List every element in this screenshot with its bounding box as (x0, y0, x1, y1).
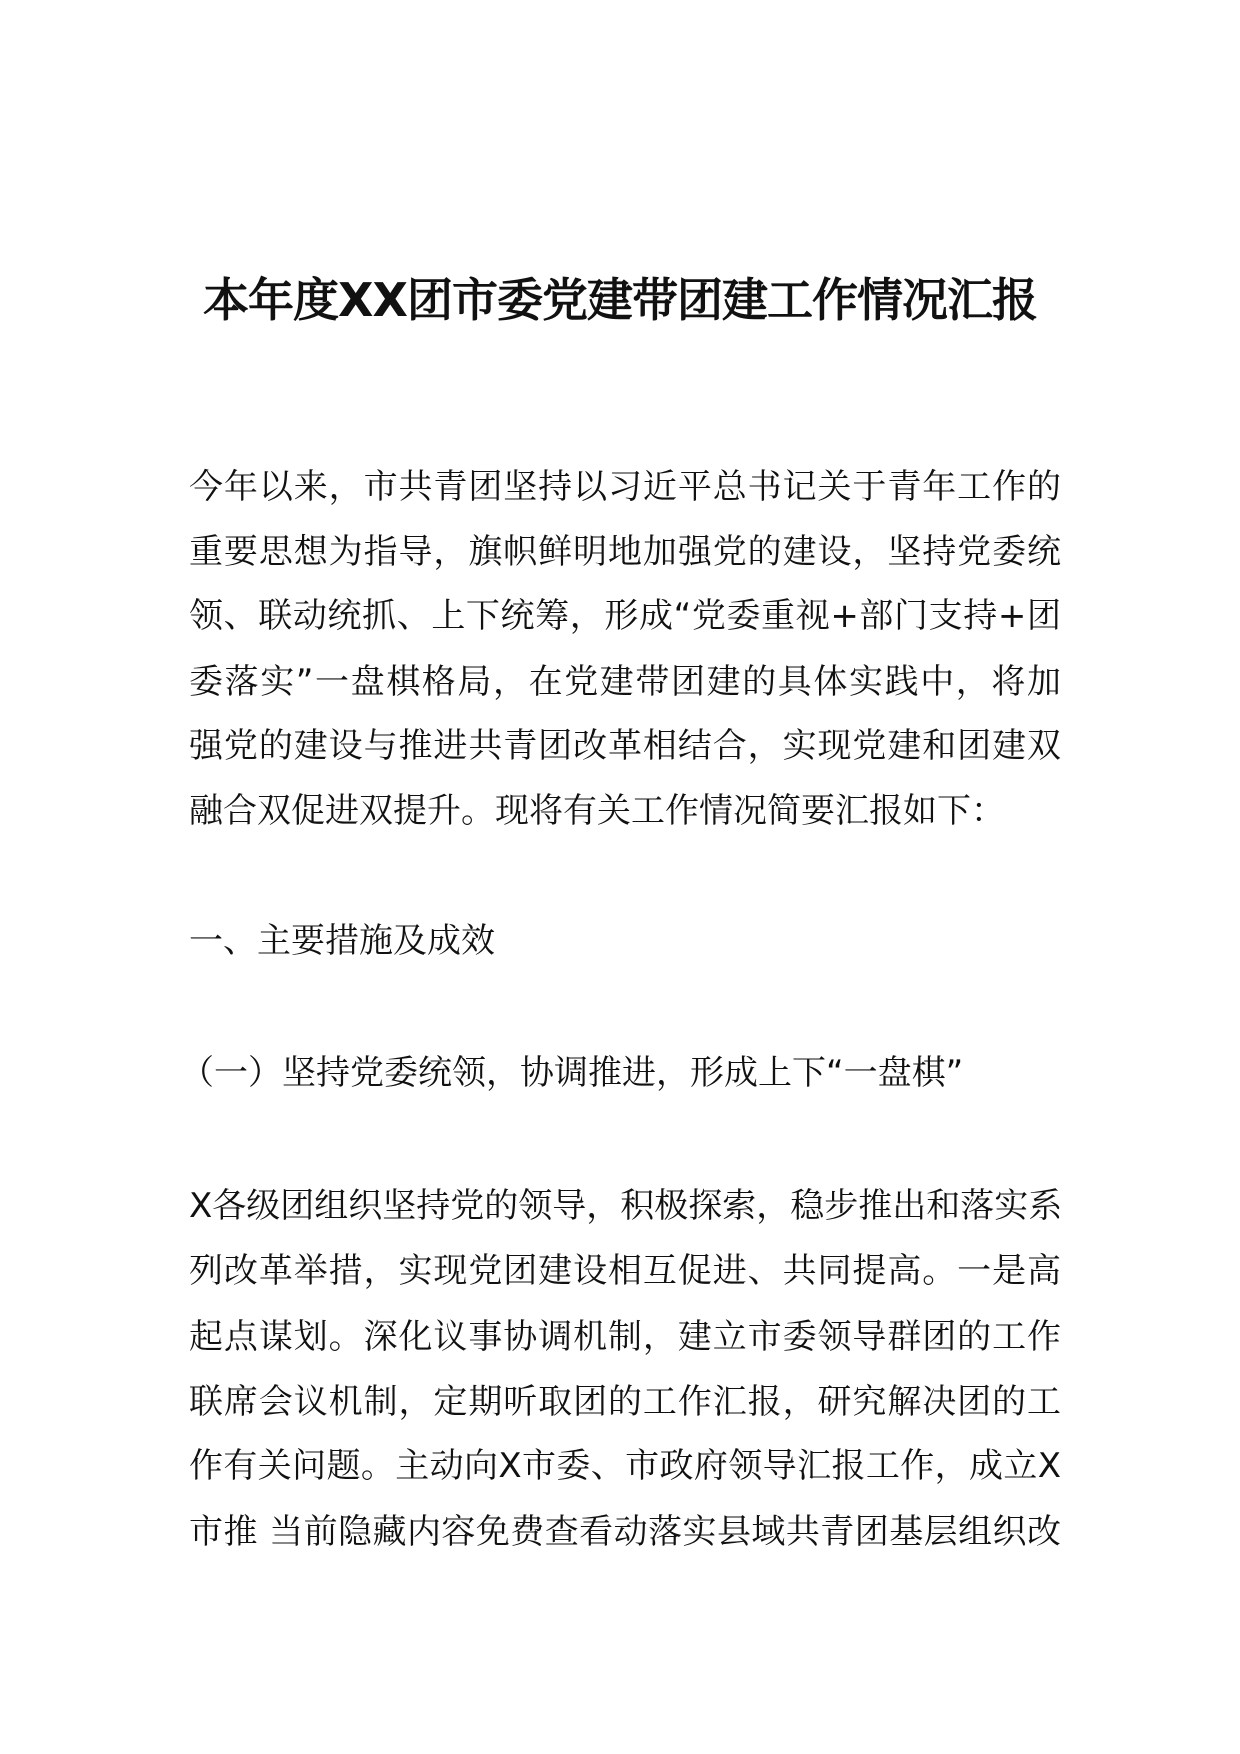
paragraph-line: 列改革举措，实现党团建设相互促进、共同提高。一是高 (189, 1251, 1061, 1291)
section-heading: 一、主要措施及成效 (189, 921, 495, 961)
paragraph-line: 今年以来，市共青团坚持以习近平总书记关于青年工作的 (189, 467, 1061, 507)
paragraph-line: 作有关问题。主动向X市委、市政府领导汇报工作，成立X (189, 1446, 1061, 1486)
subsection-heading: （一）坚持党委统领，协调推进，形成上下“一盘棋” (180, 1053, 964, 1093)
paragraph-line: 联席会议机制，定期听取团的工作汇报，研究解决团的工 (189, 1382, 1061, 1422)
paragraph-line: 强党的建设与推进共青团改革相结合，实现党建和团建双 (189, 726, 1061, 766)
document-title: 本年度XX团市委党建带团建工作情况汇报 (203, 273, 1037, 327)
paragraph-line: 起点谋划。深化议事协调机制，建立市委领导群团的工作 (189, 1317, 1061, 1357)
paragraph-line: 融合双促进双提升。现将有关工作情况简要汇报如下： (189, 791, 1005, 831)
paragraph-line: 领、联动统抓、上下统筹，形成“党委重视+部门支持+团 (189, 596, 1061, 636)
paragraph-line: 委落实”一盘棋格局，在党建带团建的具体实践中，将加 (189, 662, 1061, 702)
paragraph-line: 市推 当前隐藏内容免费查看动落实县域共青团基层组织改 (189, 1512, 1061, 1552)
paragraph-line: 重要思想为指导，旗帜鲜明地加强党的建设，坚持党委统 (189, 532, 1061, 572)
paragraph-line: X各级团组织坚持党的领导，积极探索，稳步推出和落实系 (189, 1186, 1063, 1226)
